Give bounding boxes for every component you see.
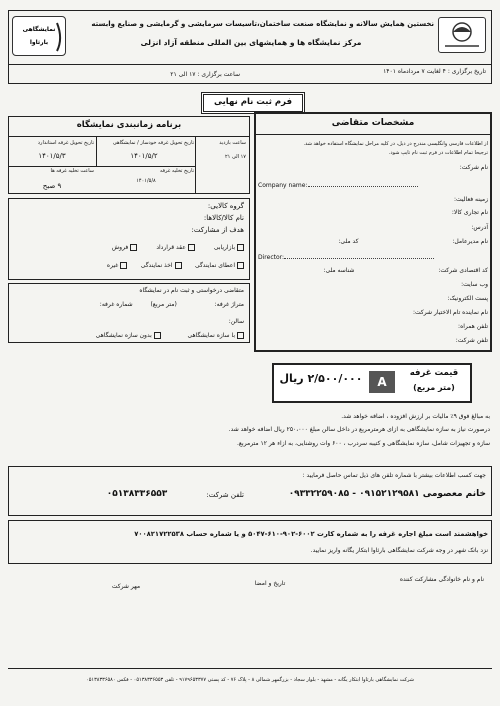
- goods-group: گروه کالایی:: [207, 202, 244, 210]
- signature-seal[interactable]: مهر شرکت: [111, 583, 141, 590]
- space-meter-label: متراژ غرفه:: [214, 301, 244, 308]
- econ-code-label: کد اقتصادی شرکت:: [438, 267, 488, 274]
- program-col1-val: ۱۷ الی ۲۱: [224, 154, 246, 160]
- applicant-note1: از اطلاعات فارسی وانگلیسی مندرج در ذیل، در کلیه مراحل نمایشگاه استفاده خواهد شد.: [303, 141, 488, 147]
- goods-name[interactable]: نام کالا/کالاها:: [203, 214, 244, 222]
- price-value: ۲/۵۰۰/۰۰۰ ریال: [279, 372, 363, 385]
- header-title-line1: نخستین همایش سالانه و نمایشگاه صنعت ساختمان،تاسیسات سرمایشی و گرمایشی و صنایع وابسته: [91, 20, 434, 28]
- program-col-sep-1: [195, 136, 196, 194]
- footer-text: شرکت نمایشگاهی بارثاوا ابتکار یگانه - مشهد - بلوار سجاد - بزرگمهر شمالی ۸ - پلاک ۷۶ - کد پستی ۹۱۷۹۶۵۳۳۷۷ - تلفن ۰۵۱۳۸۳۳۶۵۵۳ - فکس ۰۵۱۳۸۳۳۶۵۸۰: [86, 677, 414, 683]
- mobile-field[interactable]: [258, 323, 488, 330]
- header-title-line2: مرکز نمایشگاه ها و همایشهای بین المللی منطقه آزاد انزلی: [140, 38, 362, 47]
- price-grade: A: [369, 371, 395, 393]
- applicant-divider: [254, 134, 492, 135]
- header-divider: [8, 64, 492, 65]
- company-fa-label: نام شرکت:: [459, 164, 488, 171]
- field-activity-label: زمینه فعالیت:: [454, 196, 488, 203]
- option-sales[interactable]: [112, 244, 137, 251]
- signature-date-sign[interactable]: تاریخ و امضا: [254, 580, 286, 587]
- header-time: ساعت برگزاری : ۱۷ الی ۲۱: [170, 71, 240, 78]
- header-logo-right: [438, 17, 486, 53]
- phone-field[interactable]: [258, 337, 488, 344]
- option-other-label: غیره: [106, 262, 119, 269]
- space-meter-unit: (متر مربع): [150, 301, 177, 308]
- option-marketing[interactable]: [214, 244, 244, 251]
- company-phone-label: تلفن شرکت:: [206, 491, 244, 499]
- program-row-sep: [8, 166, 196, 167]
- program-row2-head: تاریخ تخلیه غرفه: [159, 168, 194, 174]
- option-without-build-label: بدون سازه نمایشگاهی: [95, 332, 152, 339]
- rep-field[interactable]: [258, 309, 488, 316]
- checkbox-icon[interactable]: [237, 244, 244, 251]
- header-logo-left: [12, 16, 66, 56]
- program-col3-val: ۱۴۰۱/۵/۳: [38, 152, 66, 160]
- checkbox-icon[interactable]: [120, 262, 127, 269]
- space-number-label: شماره غرفه:: [99, 301, 133, 308]
- contact-intro: جهت کسب اطلاعات بیشتر با شماره تلفن های ذیل تماس حاصل فرمایید :: [302, 472, 486, 479]
- company-en-field[interactable]: [258, 182, 488, 189]
- national-id-label: شناسه ملی:: [323, 267, 355, 274]
- company-fa-field[interactable]: [258, 164, 488, 171]
- option-contract-label: عقد قرارداد: [156, 244, 186, 251]
- goods-options-row1: [14, 244, 244, 251]
- director-line: [284, 258, 434, 259]
- option-without-build[interactable]: [96, 332, 161, 339]
- program-divider: [8, 136, 250, 137]
- price-label: قیمت غرفه: [409, 368, 459, 378]
- option-with-build[interactable]: [187, 332, 244, 339]
- header-date: تاریخ برگزاری : ۴ لغایت ۷ مردادماه ۱۴۰۱: [383, 68, 486, 75]
- mobile-label: تلفن همراه:: [458, 323, 488, 330]
- program-col2-val: ۱۴۰۱/۵/۲: [130, 152, 158, 160]
- program-col2-head: تاریخ تحویل غرفه خودساز / نمایشگاهی: [112, 140, 194, 146]
- note-2: درصورت نیاز به سازه نمایشگاهی به ازای هرمترمربع در داخل سالن مبلغ ۲۵۰،۰۰۰ ریال اضافه خواهد شد.: [228, 426, 490, 433]
- email-label: پست الکترونیک:: [447, 295, 488, 302]
- email-field[interactable]: [258, 295, 488, 302]
- director-label: Director:: [258, 254, 285, 261]
- option-get-agency-label: اخذ نمایندگی: [140, 262, 173, 269]
- contact-name: خانم معصومی ۰۹۱۵۲۱۲۹۵۸۱ - ۰۹۳۳۲۲۵۹۰۸۵: [288, 489, 486, 499]
- company-en-label: Company name:: [258, 182, 308, 189]
- space-hall[interactable]: سالن:: [228, 318, 244, 325]
- payment-line2: نزد بانک شهر در وجه شرکت نمایشگاهی بارثاوا ابتکار یگانه واریز نمایید.: [310, 547, 488, 554]
- option-grant-agency[interactable]: [195, 262, 244, 269]
- program-row3-head: ساعت تخلیه غرفه ها: [50, 168, 94, 174]
- brand-label: نام تجاری کالا:: [451, 209, 488, 216]
- program-col1-head: ساعت بازدید: [219, 140, 246, 146]
- signature-name[interactable]: نام و نام خانوادگی مشارکت کننده: [399, 576, 484, 583]
- footer-divider: [8, 668, 492, 669]
- form-title: فرم ثبت نام نهایی: [201, 92, 305, 114]
- address-field[interactable]: [258, 224, 488, 231]
- checkbox-icon[interactable]: [175, 262, 182, 269]
- space-meter[interactable]: [14, 301, 244, 308]
- svg-text:نمایشگاهی: نمایشگاهی: [22, 26, 56, 33]
- payment-box: [8, 520, 492, 564]
- program-row3-val: ۹ صبح: [42, 182, 62, 190]
- field-activity[interactable]: [258, 196, 488, 203]
- website-field[interactable]: [258, 281, 488, 288]
- checkbox-icon[interactable]: [237, 262, 244, 269]
- checkbox-icon[interactable]: [237, 332, 244, 339]
- note-1: به مبالغ فوق ۹٪ مالیات بر ارزش افزوده ، اضافه خواهد شد.: [341, 413, 490, 420]
- company-en-line: [308, 186, 418, 187]
- option-get-agency[interactable]: [141, 262, 182, 269]
- rep-label: نام نماینده تام الاختیار شرکت:: [412, 309, 488, 316]
- national-code-label: کد ملی:: [338, 238, 359, 245]
- goods-options-row2: [14, 262, 244, 269]
- space-intro: متقاضی درخواستی و ثبت نام در نمایشگاه: [139, 287, 244, 294]
- econ-code-field[interactable]: [258, 267, 488, 274]
- option-sales-label: فروش: [111, 244, 129, 251]
- program-col3-head: تاریخ تحویل غرفه استاندارد: [37, 140, 94, 146]
- checkbox-icon[interactable]: [154, 332, 161, 339]
- option-other[interactable]: [107, 262, 127, 269]
- website-label: وب سایت:: [461, 281, 488, 288]
- director-field[interactable]: [258, 254, 488, 261]
- program-row2-val: ۱۴۰۱/۵/۸: [136, 178, 156, 184]
- program-title: برنامه زمانبندی نمایشگاه: [76, 120, 182, 130]
- ceo-field[interactable]: [258, 238, 488, 245]
- applicant-box: [254, 112, 492, 352]
- ceo-label: نام مدیرعامل:: [452, 238, 488, 245]
- note-3: سازه و تجهیزات شامل، سازه نمایشگاهی و کتیبه سردرب ، ۶۰۰ وات روشنایی، به ازاء هر ۱۲ مترمربع.: [236, 440, 490, 447]
- applicant-note2: ترجیحا تمام اطلاعات در فرم ثبت نام تایپ شود.: [388, 150, 488, 156]
- svg-text:بارثاوا: بارثاوا: [29, 39, 49, 46]
- price-unit: (متر مربع): [413, 383, 455, 392]
- option-contract[interactable]: [156, 244, 194, 251]
- option-marketing-label: بازاریابی: [213, 244, 235, 251]
- phone-label: تلفن شرکت:: [455, 337, 488, 344]
- address-label: آدرس:: [471, 224, 488, 231]
- option-with-build-label: با سازه نمایشگاهی: [187, 332, 235, 339]
- checkbox-icon[interactable]: [130, 244, 137, 251]
- goods-purpose: هدف از مشارکت:: [191, 226, 244, 234]
- applicant-title: مشخصات متقاضی: [331, 118, 415, 128]
- program-col-sep-2: [96, 136, 97, 166]
- option-grant-agency-label: اعطای نمایندگی: [194, 262, 235, 269]
- company-phone-value: ۰۵۱۳۸۳۳۶۵۵۳: [106, 489, 168, 499]
- brand-field[interactable]: [258, 209, 488, 216]
- payment-line1: خواهشمند است مبلغ اجاره غرفه را به شماره کارت ۶۰۰۲-۹۰۲-۶۱۰-۵۰۴۷ و یا شماره حساب ۷۰۰۸۲۱۷۲۲۵۳۸: [134, 530, 488, 538]
- space-build-options: [14, 332, 244, 339]
- checkbox-icon[interactable]: [188, 244, 195, 251]
